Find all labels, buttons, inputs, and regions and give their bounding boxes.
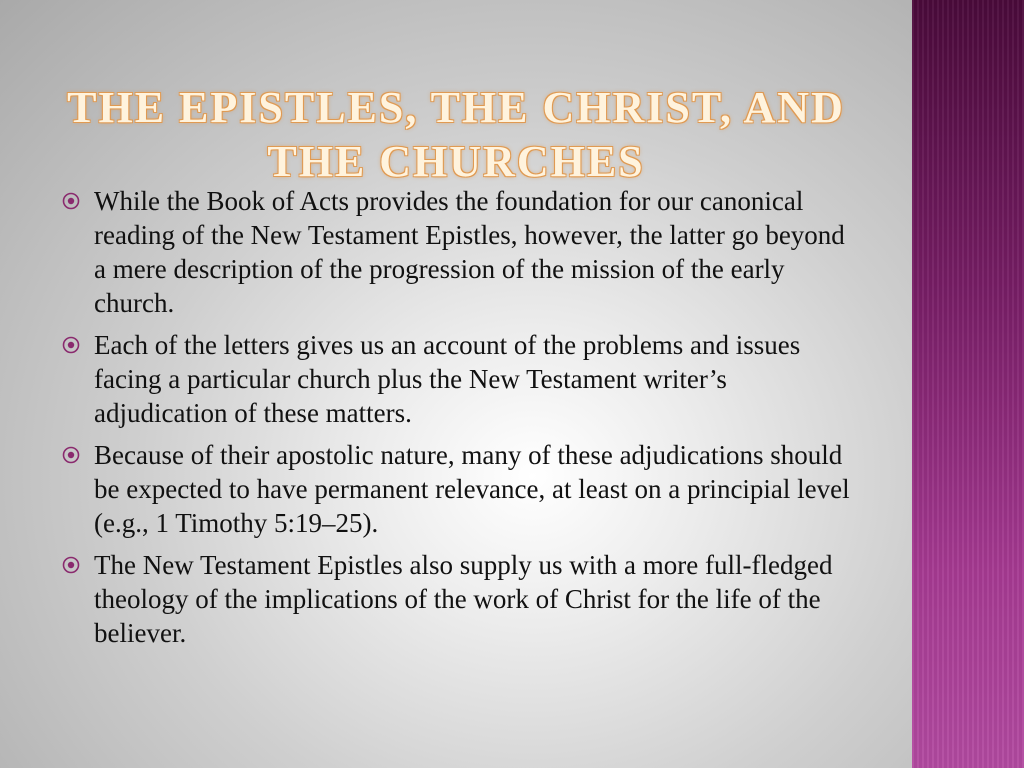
target-circle-icon bbox=[62, 446, 80, 464]
bullet-text: The New Testament Epistles also supply us with a more full-fledged theology of the implications of the work of Christ for the life of the believer. bbox=[94, 550, 833, 648]
bullet-text: While the Book of Acts provides the foundation for our canonical reading of the New Testament Epistles, however, the latter go beyond a mere description of the progression of the mission of the early church. bbox=[94, 186, 845, 318]
bullet-list bbox=[60, 184, 860, 658]
bullet-text: Each of the letters gives us an account of the problems and issues facing a particular church plus the New Testament writer’s adjudication of these matters. bbox=[94, 330, 801, 428]
target-circle-icon bbox=[62, 556, 80, 574]
bullet-item bbox=[60, 548, 860, 650]
decorative-side-band bbox=[912, 0, 1024, 768]
target-circle-icon bbox=[62, 336, 80, 354]
target-circle-icon bbox=[62, 192, 80, 210]
bullet-item bbox=[60, 438, 860, 540]
bullet-text: Because of their apostolic nature, many of these adjudications should be expected to have permanent relevance, at least on a principial level (e.g., 1 Timothy 5:19–25). bbox=[94, 440, 850, 538]
slide-title: THE EPISTLES, THE CHRIST, AND THE CHURCHES bbox=[67, 83, 845, 187]
bullet-item bbox=[60, 184, 860, 320]
bullet-item bbox=[60, 328, 860, 430]
